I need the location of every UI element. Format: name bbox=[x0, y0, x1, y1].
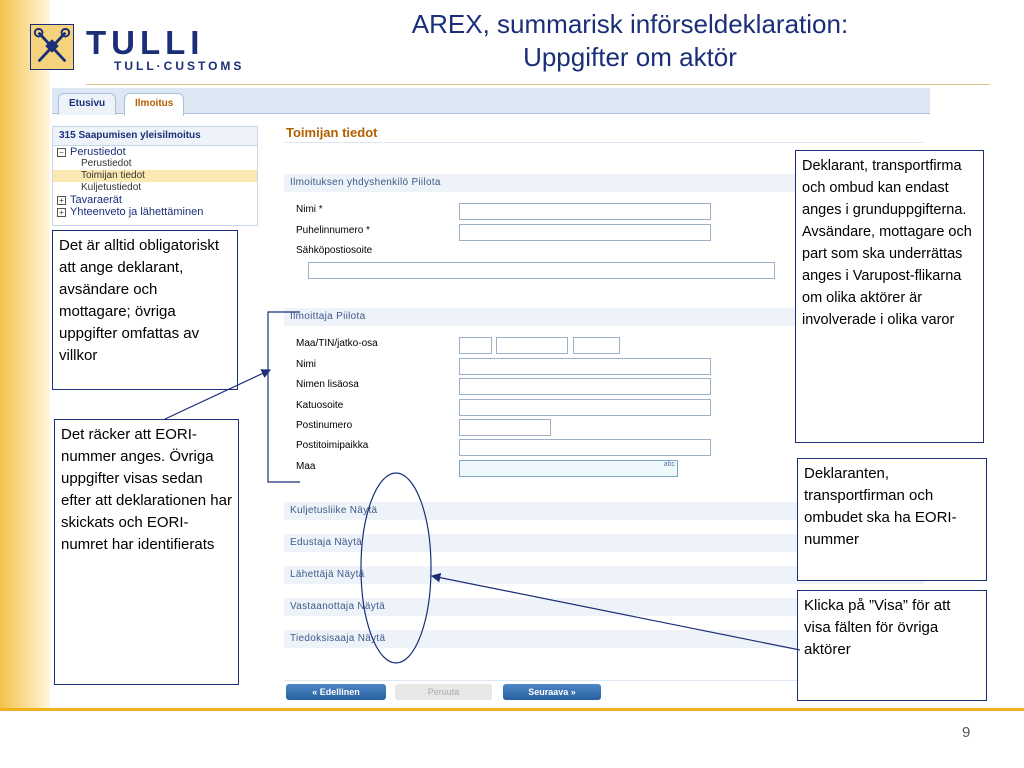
declarant-country-select[interactable]: abc bbox=[459, 460, 678, 477]
brand-subtitle: TULL·CUSTOMS bbox=[114, 59, 245, 73]
nav-item-tavaraerat[interactable] bbox=[53, 194, 257, 206]
section-contact-person[interactable]: Ilmoituksen yhdyshenkilö Piilota bbox=[284, 174, 924, 192]
tab-bar bbox=[52, 88, 930, 114]
section-carrier[interactable]: Kuljetusliike Näytä bbox=[284, 502, 924, 520]
section-notify-party[interactable]: Tiedoksisaaja Näytä bbox=[284, 630, 924, 648]
navigation-tree bbox=[52, 126, 258, 226]
label-country-tin: Maa/TIN/jatko-osa bbox=[296, 338, 378, 349]
nav-item-perustiedot[interactable]: Perustiedot bbox=[81, 158, 132, 169]
declarant-name-extra-input[interactable] bbox=[459, 378, 711, 395]
content-title: Toimijan tiedot bbox=[286, 125, 378, 140]
note-declarant-basic-info: Deklarant, transportfirma och ombud kan endast anges i grunduppgifterna. Avsändare, mottagare och part som ska underrättas anges i Varupost-flikarna om olika aktörer är involverade i olika varor bbox=[795, 150, 984, 443]
slide-title-line1: AREX, summarisk införseldeklaration: bbox=[411, 9, 849, 39]
section-declarant[interactable]: Ilmoittaja Piilota bbox=[284, 308, 924, 326]
tab-ilmoitus[interactable]: Ilmoitus bbox=[124, 93, 184, 116]
button-row-divider bbox=[284, 680, 834, 681]
note-click-show: Klicka på ”Visa” för att visa fälten för övriga aktörer bbox=[797, 590, 987, 701]
label-name: Nimi * bbox=[296, 204, 323, 215]
nav-header[interactable]: 315 Saapumisen yleisilmoitus bbox=[53, 127, 257, 146]
declarant-country-input[interactable] bbox=[459, 337, 492, 354]
page-number: 9 bbox=[962, 724, 971, 741]
brand-name: TULLI bbox=[86, 24, 205, 61]
expand-icon[interactable]: + bbox=[57, 208, 66, 217]
nav-item-perustiedot-group[interactable] bbox=[53, 146, 257, 158]
section-consignor[interactable]: Lähettäjä Näytä bbox=[284, 566, 924, 584]
slide-left-bar bbox=[0, 0, 50, 710]
label-email: Sähköpostiosoite bbox=[296, 245, 373, 256]
content-title-divider bbox=[284, 142, 924, 143]
slide-title-line2: Uppgifter om aktör bbox=[523, 42, 737, 72]
nav-item-yhteenveto[interactable] bbox=[53, 206, 257, 218]
nav-item-label: Tavaraerät bbox=[70, 194, 122, 206]
declarant-postcode-input[interactable] bbox=[459, 419, 551, 436]
declarant-suffix-input[interactable] bbox=[573, 337, 620, 354]
tulli-logo bbox=[30, 24, 74, 70]
nav-item-label: Perustiedot bbox=[70, 146, 126, 158]
label-phone: Puhelinnumero * bbox=[296, 225, 370, 236]
label-street: Katuosoite bbox=[296, 400, 344, 411]
nav-item-label: Yhteenveto ja lähettäminen bbox=[70, 206, 204, 218]
declarant-tin-input[interactable] bbox=[496, 337, 568, 354]
note-eori-required: Deklaranten, transportfirman och ombudet ska ha EORI-nummer bbox=[797, 458, 987, 581]
slide-bottom-line bbox=[0, 708, 1024, 711]
collapse-icon[interactable]: − bbox=[57, 148, 66, 157]
label-country: Maa bbox=[296, 461, 316, 472]
cancel-button[interactable]: Peruuta bbox=[395, 684, 492, 700]
tab-etusivu[interactable]: Etusivu bbox=[58, 93, 116, 115]
label-name-extra: Nimen lisäosa bbox=[296, 379, 359, 390]
crossed-keys-icon bbox=[31, 25, 73, 69]
label-declarant-name: Nimi bbox=[296, 359, 316, 370]
label-postcode: Postinumero bbox=[296, 420, 353, 431]
contact-phone-input[interactable] bbox=[459, 224, 711, 241]
nav-item-toimijan-tiedot[interactable]: Toimijan tiedot bbox=[53, 170, 257, 182]
prev-button[interactable]: « Edellinen bbox=[286, 684, 386, 700]
nav-item-kuljetustiedot[interactable]: Kuljetustiedot bbox=[81, 182, 142, 193]
section-consignee[interactable]: Vastaanottaja Näytä bbox=[284, 598, 924, 616]
declarant-name-input[interactable] bbox=[459, 358, 711, 375]
next-button[interactable]: Seuraava » bbox=[503, 684, 601, 700]
contact-email-input[interactable] bbox=[308, 262, 775, 279]
section-representative[interactable]: Edustaja Näytä bbox=[284, 534, 924, 552]
label-city: Postitoimipaikka bbox=[296, 440, 369, 451]
note-mandatory-actors: Det är alltid obligatoriskt att ange deklarant, avsändare och mottagare; övriga uppgifter omfattas av villkor bbox=[52, 230, 238, 390]
note-eori-enough: Det räcker att EORI-nummer anges. Övriga uppgifter visas sedan efter att deklarationen har skickats och EORI-numret har identifierats bbox=[54, 419, 239, 685]
declarant-city-input[interactable] bbox=[459, 439, 711, 456]
header-divider bbox=[86, 84, 990, 85]
declarant-street-input[interactable] bbox=[459, 399, 711, 416]
slide-title bbox=[300, 8, 960, 74]
expand-icon[interactable]: + bbox=[57, 196, 66, 205]
contact-name-input[interactable] bbox=[459, 203, 711, 220]
